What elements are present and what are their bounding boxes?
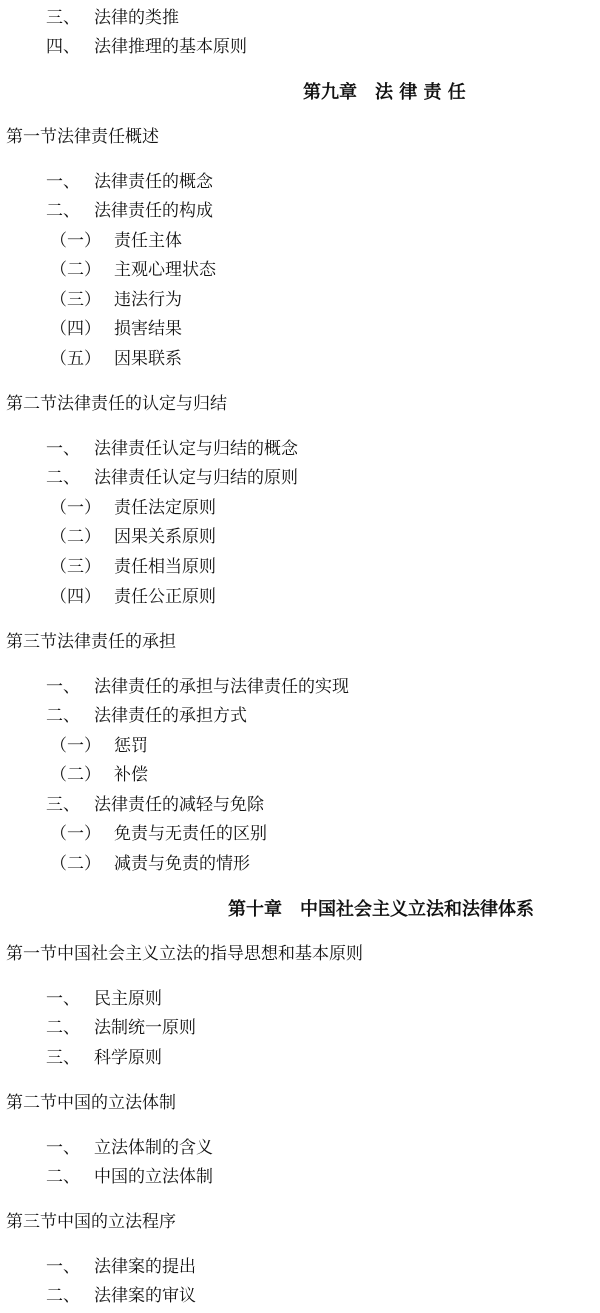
outline-item bbox=[46, 704, 247, 728]
outline-subitem bbox=[50, 822, 267, 846]
item-number: 四、 bbox=[46, 37, 80, 57]
outline-item bbox=[46, 1165, 213, 1189]
subitem-number: （三） bbox=[50, 557, 101, 577]
outline-item bbox=[46, 35, 247, 59]
subitem-number: （二） bbox=[50, 854, 101, 874]
outline-item bbox=[46, 437, 298, 461]
subitem-number: （二） bbox=[50, 527, 101, 547]
item-number: 二、 bbox=[46, 201, 80, 221]
item-number: 三、 bbox=[46, 1048, 80, 1068]
outline-subitem bbox=[50, 734, 148, 758]
item-number: 二、 bbox=[46, 1286, 80, 1306]
subitem-number: （四） bbox=[50, 587, 101, 607]
item-text: 法律责任认定与归结的概念 bbox=[94, 439, 298, 459]
outline-item bbox=[46, 675, 349, 699]
section-title: 第一节法律责任概述 bbox=[6, 127, 159, 147]
outline-item bbox=[46, 1255, 196, 1279]
subitem-text: 减责与免责的情形 bbox=[114, 854, 250, 874]
outline-subitem bbox=[50, 496, 216, 520]
outline-subitem bbox=[50, 525, 216, 549]
chapter-10-title: 第十章 中国社会主义立法和法律体系 bbox=[228, 899, 534, 920]
subitem-number: （二） bbox=[50, 260, 101, 280]
subitem-text: 责任主体 bbox=[114, 231, 182, 251]
item-number: 二、 bbox=[46, 1167, 80, 1187]
outline-subitem bbox=[50, 763, 148, 787]
outline-item bbox=[46, 466, 298, 490]
outline-subitem bbox=[50, 317, 182, 341]
outline-item bbox=[46, 1046, 162, 1070]
item-text: 法律责任的构成 bbox=[94, 201, 213, 221]
item-text: 民主原则 bbox=[94, 989, 162, 1009]
item-text: 法律责任的概念 bbox=[94, 172, 213, 192]
outline-item bbox=[46, 1136, 213, 1160]
outline-item bbox=[46, 199, 213, 223]
item-text: 法律责任的承担方式 bbox=[94, 706, 247, 726]
subitem-text: 损害结果 bbox=[114, 319, 182, 339]
outline-item bbox=[46, 1016, 196, 1040]
item-text: 法律案的提出 bbox=[94, 1257, 196, 1277]
subitem-text: 责任相当原则 bbox=[114, 557, 216, 577]
subitem-number: （一） bbox=[50, 824, 101, 844]
item-text: 法律责任认定与归结的原则 bbox=[94, 468, 298, 488]
item-text: 法律责任的承担与法律责任的实现 bbox=[94, 677, 349, 697]
subitem-number: （二） bbox=[50, 765, 101, 785]
item-number: 二、 bbox=[46, 1018, 80, 1038]
item-number: 一、 bbox=[46, 439, 80, 459]
subitem-number: （一） bbox=[50, 231, 101, 251]
subitem-number: （一） bbox=[50, 736, 101, 756]
section-title: 第二节中国的立法体制 bbox=[6, 1093, 176, 1113]
subitem-number: （一） bbox=[50, 498, 101, 518]
item-number: 一、 bbox=[46, 1257, 80, 1277]
subitem-number: （三） bbox=[50, 290, 101, 310]
section-title: 第三节中国的立法程序 bbox=[6, 1212, 176, 1232]
subitem-text: 责任公正原则 bbox=[114, 587, 216, 607]
section-title: 第一节中国社会主义立法的指导思想和基本原则 bbox=[6, 944, 363, 964]
item-number: 三、 bbox=[46, 8, 80, 28]
outline-subitem bbox=[50, 288, 182, 312]
outline-item bbox=[46, 793, 264, 817]
item-text: 法制统一原则 bbox=[94, 1018, 196, 1038]
item-text: 法律案的审议 bbox=[94, 1286, 196, 1306]
subitem-text: 惩罚 bbox=[114, 736, 148, 756]
subitem-text: 因果关系原则 bbox=[114, 527, 216, 547]
item-text: 法律推理的基本原则 bbox=[94, 37, 247, 57]
outline-subitem bbox=[50, 347, 182, 371]
item-number: 三、 bbox=[46, 795, 80, 815]
outline-subitem bbox=[50, 555, 216, 579]
outline-subitem bbox=[50, 585, 216, 609]
item-number: 二、 bbox=[46, 468, 80, 488]
outline-item bbox=[46, 1284, 196, 1308]
item-number: 一、 bbox=[46, 172, 80, 192]
subitem-number: （五） bbox=[50, 349, 101, 369]
outline-item bbox=[46, 6, 179, 30]
subitem-text: 补偿 bbox=[114, 765, 148, 785]
item-text: 立法体制的含义 bbox=[94, 1138, 213, 1158]
subitem-text: 主观心理状态 bbox=[114, 260, 216, 280]
outline-item bbox=[46, 987, 162, 1011]
subitem-text: 免责与无责任的区别 bbox=[114, 824, 267, 844]
section-title: 第二节法律责任的认定与归结 bbox=[6, 394, 227, 414]
item-number: 一、 bbox=[46, 1138, 80, 1158]
outline-item bbox=[46, 170, 213, 194]
item-text: 科学原则 bbox=[94, 1048, 162, 1068]
item-number: 一、 bbox=[46, 677, 80, 697]
outline-subitem bbox=[50, 258, 216, 282]
item-number: 二、 bbox=[46, 706, 80, 726]
subitem-text: 因果联系 bbox=[114, 349, 182, 369]
subitem-text: 责任法定原则 bbox=[114, 498, 216, 518]
item-text: 法律的类推 bbox=[94, 8, 179, 28]
outline-subitem bbox=[50, 852, 250, 876]
outline-subitem bbox=[50, 229, 182, 253]
section-title: 第三节法律责任的承担 bbox=[6, 632, 176, 652]
chapter-9-title: 第九章 法 律 责 任 bbox=[303, 82, 466, 103]
subitem-number: （四） bbox=[50, 319, 101, 339]
subitem-text: 违法行为 bbox=[114, 290, 182, 310]
item-text: 法律责任的减轻与免除 bbox=[94, 795, 264, 815]
item-text: 中国的立法体制 bbox=[94, 1167, 213, 1187]
item-number: 一、 bbox=[46, 989, 80, 1009]
